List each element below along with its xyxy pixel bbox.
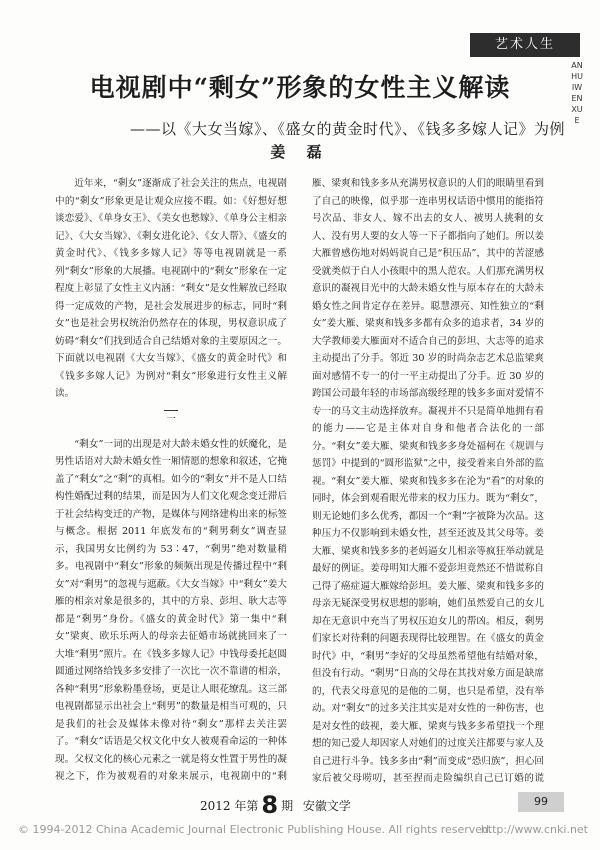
page-footer <box>200 791 470 819</box>
article-title: 电视剧中“剩女”形象的女性主义解读 <box>89 73 511 102</box>
section-divider <box>55 410 287 427</box>
right-column <box>312 175 544 785</box>
intro-paragraph: 近年来，“剩女”逐渐成了社会关注的焦点，电视剧中的“剩女”形象更是让观众应接不暇。如：《好想好想谈恋爱》、《单身女王》、《美女也愁嫁》、《单身公主相亲记》、《大女当嫁》、《剩女进化论》、《女人帮》、《盛女的黄金时代》、《钱多多嫁人记》等等电视剧就是一系列“剩女”形象的大展播。电视剧中的“剩女”形象在一定程度上彰显了女性主义内涵：“剩女”是女性解放已经取得一定成效的产物，是社会发展进步的标志，同时“剩女”也是社会男权统治仍然存在的体现，男权意识成了妨碍“剩女”们找到适合自己结婚对象的主要原因之一。下面就以电视剧《大女当嫁》、《盛女的黄金时代》和《钱多多嫁人记》为例对“剩女”形象进行女性主义解读。 <box>55 178 287 399</box>
copyright-text: © 1994-2012 China Academic Journal Electronic Publishing House. All rights reserved. <box>18 823 493 836</box>
body-paragraph-right: 雁、梁爽和钱多多从充满男权意识的人们的眼睛里看到了自己的映像，似乎那一连串男权话语中惯用的能指符号次品、非女人、嫁不出去的女人、被男人挑剩的女人、没有男人要的女人等一下子都指向了她们。所以姜大雁曾感伤地对妈妈说自己是“积压品”，其中的苦涩感受就类似于白人小孩眼中的黑人范农。人们那充满男权意识的凝视目光中的大龄未婚女性与原本存在的大龄未婚女性之间肯定存在差异。聪慧漂亮、知性独立的“剩女”姜大雁、梁爽和钱多多都有众多的追求者，34 岁的大学教师姜大雁面对不适合自己的彭坦、大志等的追求主动提出了分手。邻近 30 岁的时尚杂志艺术总监梁爽面对感情不专一的付一平主动提出了分手。近 30 岁的跨国公司最年轻的市场部高级经理的钱多多面对爱情不专一的马文主动选择放弃。凝视并不只是简单地拥有看的能力——它是主体对自身和他者合法化的一部分。“剩女”姜大雁、梁爽和钱多多身处福柯在《规训与惩罚》中提到的“圆形监狱”之中，接受着来自外部的监视。“剩女”姜大雁、梁爽和钱多多在沦为“看”的对象的同时，体会到观看眼光带来的权力压力。既为“剩女”，则无论她们多么优秀，都因一个“剩”字被降为次品。这种压力不仅影响到未婚女性，甚至还波及其父母等。姜大雁、梁爽和钱多多的老妈逼女儿相亲等疯狂举动就是最好的例证。姜母明知大雁不爱彭坦竟然还不惜谎称自己得了癌症逼大雁嫁给彭坦。姜大雁、梁爽和钱多多的母亲无疑深受男权思想的影响，她们虽然爱自己的女儿却在无意识中充当了男权压迫女儿的帮凶。相反，剩男们家长对待剩的问题表现得比较理智。在《盛女的黄金时代》中，“剩男”李好的父母虽然希望他有结婚对象，但没有行动。“剩男”日高的父母在其找对象方面是缺席的，代表父母意见的是他的二舅，也只是希望，没有举动。对“剩女”的过多关注其实是对女性的一种伤害，也是对女性的歧视，姜大雁、梁爽与钱多多希望找一个理想的知己爱人却因家人对她们的过度关注都要与家人及自己进行斗争。钱多多由“剩”而变成“恐归族”，担心回家后被父母唠叨，甚至捏而走险编织自己已订婚的谎 <box>312 178 544 784</box>
section-marker: 一 <box>164 410 178 429</box>
article-subtitle: ——以《大女当嫁》、《盛女的黄金时代》、《钱多多嫁人记》为例 <box>129 120 565 138</box>
side-journal-tag: ANHUIWENXUE <box>571 61 583 125</box>
left-column <box>55 175 287 785</box>
copyright-line <box>18 823 588 836</box>
article-author: 姜 磊 <box>270 143 330 161</box>
copyright-url[interactable]: http://www.cnki.net <box>480 823 588 836</box>
footer-issue-suffix: 期 <box>281 799 294 813</box>
body-paragraph-left: “剩女”一词的出现是对大龄未婚女性的妖魔化，是男性话语对大龄未婚女性一厢情愿的想象和叙述，它掩盖了“剩女”之“剩”的真相。如今的“剩女”并不是人口结构性婚配过剩的结果，而是因为人们文化观念变迁滞后于社会结构变迁的产物，是媒体与网络建构出来的标签与概念。根据 2011 年底发布的“剩男剩女”调查显示，我国男女比例约为 53∶47，“剩男”绝对数量稍多。电视剧中“剩女”形象的频频出现是传播过程中“剩女”对“剩男”的忽视与遮蔽。《大女当嫁》中“剩女”姜大雁的相亲对象是很多的，其中的方泉、彭坦、耿大志等都是“剩男”身份。《盛女的黄金时代》第一集中“剩女”梁爽、欧乐乐两人的母亲去征婚市场就挑回来了一大堆“剩男”照片。在《钱多多嫁人记》中钱母委托赵圆圆通过网络给钱多多安排了一次比一次不靠谱的相亲，各种“剩男”形象粉墨登场，更是让人眼花缭乱。这三部电视剧都显示出社会上“剩男”的数量是相当可观的，只是我们的社会及媒体未像对待“剩女”那样去关注罢了。“剩女”话语是父权文化中女人被观看命运的一种体现。父权文化的核心元素之一就是将女性置于男性的凝视之下，作为被观看的对象来展示，电视剧中的“剩 <box>55 438 287 782</box>
footer-year: 2012 年第 <box>200 799 259 813</box>
footer-issue-number: 8 <box>261 791 279 819</box>
footer-journal-name: 安徽文学 <box>302 799 351 813</box>
column-tag: 艺术人生 <box>470 33 580 57</box>
page-number: 99 <box>518 792 564 812</box>
